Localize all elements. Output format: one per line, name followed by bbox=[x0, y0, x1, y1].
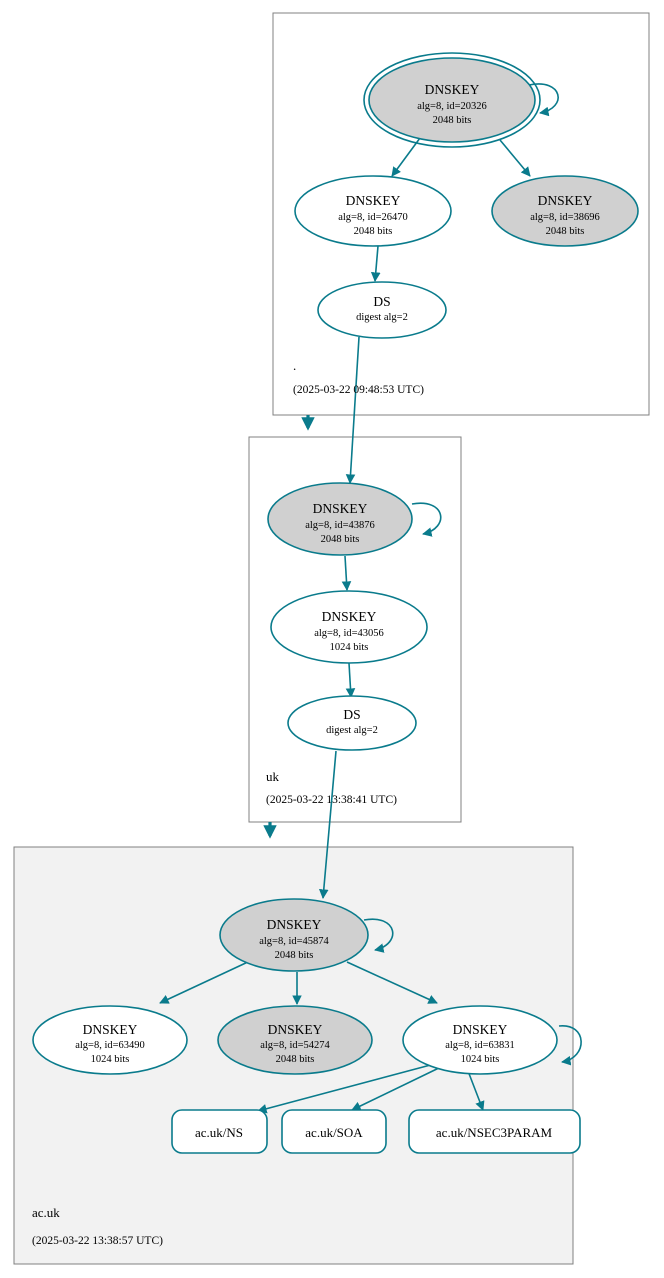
edge-root-ds-to-uk-ksk bbox=[350, 337, 359, 483]
zone-timestamp-root: (2025-03-22 09:48:53 UTC) bbox=[293, 384, 424, 396]
node-detail-alg: alg=8, id=43876 bbox=[305, 520, 375, 531]
edge-root-ksk-to-38696 bbox=[500, 140, 530, 176]
node-root-ds[interactable] bbox=[318, 282, 446, 338]
node-detail-alg: alg=8, id=45874 bbox=[259, 936, 329, 947]
node-detail-alg: alg=8, id=38696 bbox=[530, 212, 600, 223]
node-title: DNSKEY bbox=[537, 193, 593, 208]
node-root-dnskey-38696[interactable] bbox=[492, 176, 638, 246]
rrset-acuk-soa[interactable] bbox=[282, 1110, 386, 1153]
node-root-dnskey-26470[interactable] bbox=[295, 176, 451, 246]
node-acuk-dnskey-45874[interactable] bbox=[220, 899, 368, 971]
node-detail-alg: alg=8, id=43056 bbox=[314, 628, 384, 639]
rrset-label: ac.uk/NS bbox=[194, 1125, 244, 1140]
zone-timestamp-uk: (2025-03-22 13:38:41 UTC) bbox=[266, 794, 397, 806]
node-detail-digest: digest alg=2 bbox=[326, 725, 378, 736]
node-detail-alg: alg=8, id=63490 bbox=[75, 1040, 145, 1051]
edge-uk-zsk-to-ds bbox=[349, 663, 351, 697]
edge-uk-ksk-to-zsk bbox=[345, 556, 347, 590]
edge-root-26470-to-ds bbox=[375, 246, 378, 281]
node-title: DNSKEY bbox=[267, 1022, 323, 1037]
zone-label-root: . bbox=[293, 358, 297, 373]
node-title: DNSKEY bbox=[82, 1022, 138, 1037]
node-title: DS bbox=[343, 707, 361, 722]
node-detail-alg: alg=8, id=63831 bbox=[445, 1040, 515, 1051]
node-detail-size: 2048 bits bbox=[353, 226, 393, 237]
node-detail-size: 1024 bits bbox=[90, 1054, 130, 1065]
node-detail-alg: alg=8, id=54274 bbox=[260, 1040, 330, 1051]
node-detail-alg: alg=8, id=20326 bbox=[417, 101, 487, 112]
node-detail-digest: digest alg=2 bbox=[356, 312, 408, 323]
node-detail-size: 2048 bits bbox=[274, 950, 314, 961]
node-detail-size: 1024 bits bbox=[460, 1054, 500, 1065]
node-uk-ds[interactable] bbox=[288, 696, 416, 750]
node-acuk-dnskey-63490[interactable] bbox=[33, 1006, 187, 1074]
zone-timestamp-acuk: (2025-03-22 13:38:57 UTC) bbox=[32, 1235, 163, 1247]
node-uk-dnskey-43056[interactable] bbox=[271, 591, 427, 663]
rrset-acuk-nsec3param[interactable] bbox=[409, 1110, 580, 1153]
rrset-label: ac.uk/SOA bbox=[305, 1125, 363, 1140]
node-title: DNSKEY bbox=[312, 501, 368, 516]
node-acuk-dnskey-63831[interactable] bbox=[403, 1006, 557, 1074]
edge-uk-ksk-self bbox=[412, 503, 441, 534]
node-detail-size: 1024 bits bbox=[329, 642, 369, 653]
node-title: DNSKEY bbox=[424, 82, 480, 97]
node-detail-size: 2048 bits bbox=[320, 534, 360, 545]
node-detail-alg: alg=8, id=26470 bbox=[338, 212, 408, 223]
node-acuk-dnskey-54274[interactable] bbox=[218, 1006, 372, 1074]
rrset-label: ac.uk/NSEC3PARAM bbox=[435, 1125, 553, 1140]
node-title: DNSKEY bbox=[345, 193, 401, 208]
node-title: DNSKEY bbox=[266, 917, 322, 932]
zone-label-acuk: ac.uk bbox=[32, 1205, 60, 1220]
node-title: DNSKEY bbox=[321, 609, 377, 624]
rrset-acuk-ns[interactable] bbox=[172, 1110, 267, 1153]
node-title: DS bbox=[373, 294, 391, 309]
node-root-dnskey-20326[interactable] bbox=[364, 53, 540, 147]
node-uk-dnskey-43876[interactable] bbox=[268, 483, 412, 555]
node-detail-size: 2048 bits bbox=[545, 226, 585, 237]
node-detail-size: 2048 bits bbox=[432, 115, 472, 126]
node-title: DNSKEY bbox=[452, 1022, 508, 1037]
node-detail-size: 2048 bits bbox=[275, 1054, 315, 1065]
zone-label-uk: uk bbox=[266, 769, 279, 784]
